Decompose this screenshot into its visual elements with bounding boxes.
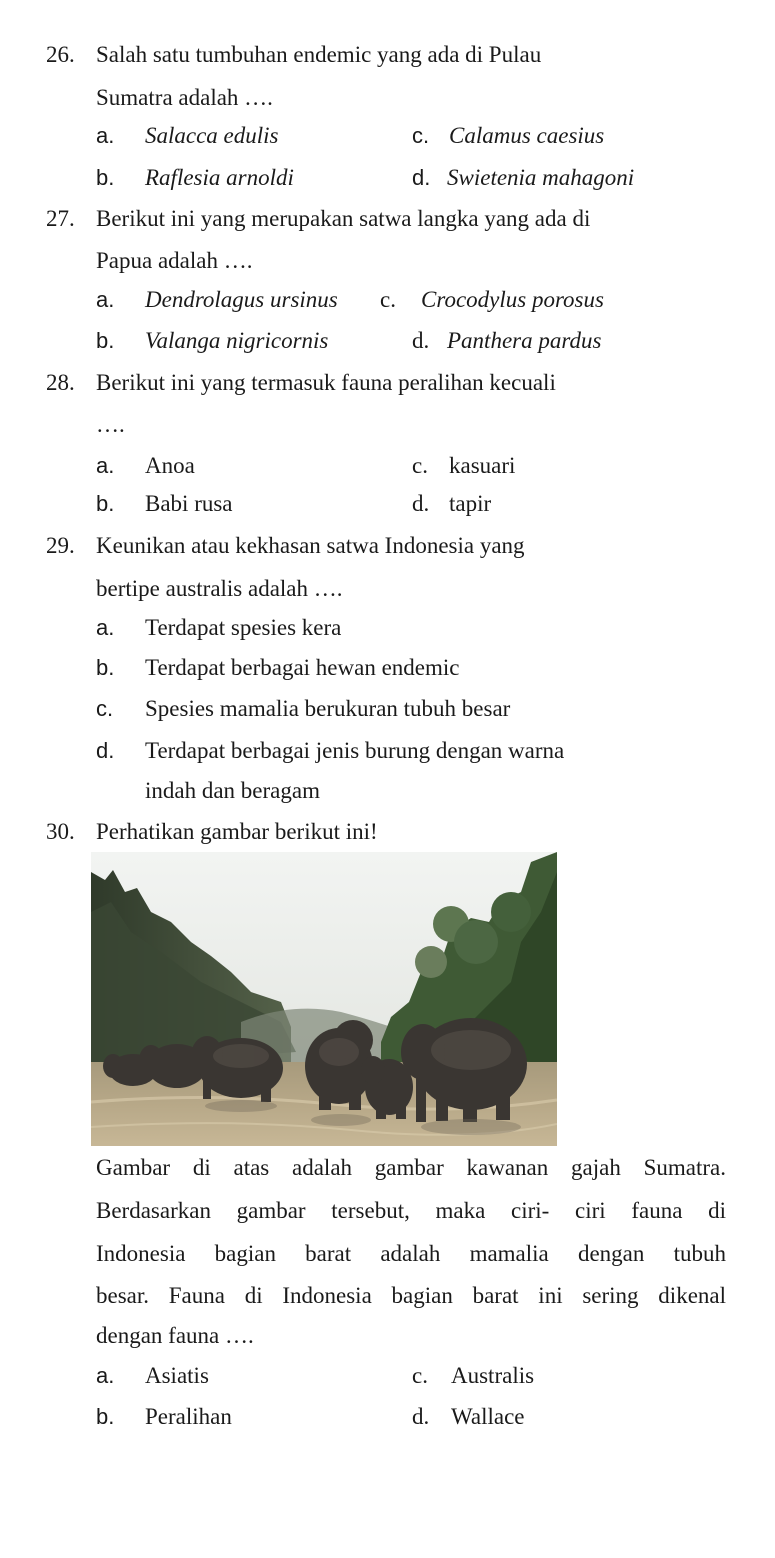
- question-26-text-line-1: Salah satu tumbuhan endemic yang ada di Pulau: [96, 42, 542, 67]
- question-30-option-a-letter: a.: [96, 1363, 115, 1388]
- question-27-option-d-letter: d.: [412, 328, 430, 353]
- question-27-option-b-text: Valanga nigricornis: [145, 328, 329, 353]
- question-27-number: 27.: [46, 206, 75, 231]
- question-28-option-a-text: Anoa: [145, 453, 195, 478]
- question-29-option-c-letter: c.: [96, 696, 114, 721]
- question-30-number: 30.: [46, 819, 75, 844]
- question-30-paragraph-line-2: Berdasarkan gambar tersebut, maka ciri- ciri fauna di: [96, 1198, 726, 1223]
- question-29-option-d-text: Terdapat berbagai jenis burung dengan warna: [145, 738, 565, 763]
- question-26-option-b-text: Raflesia arnoldi: [145, 165, 294, 190]
- question-28-option-c-text: kasuari: [449, 453, 516, 478]
- question-27-text-line-1: Berikut ini yang merupakan satwa langka yang ada di: [96, 206, 591, 231]
- question-26-option-c-text: Calamus caesius: [449, 123, 605, 148]
- elephants-photo: [91, 852, 557, 1146]
- question-27-option-d-text: Panthera pardus: [447, 328, 602, 353]
- question-26-option-c-letter: c.: [412, 123, 430, 148]
- question-28-option-b-letter: b.: [96, 491, 115, 516]
- question-28-option-c-letter: c.: [412, 453, 428, 478]
- question-30-option-d-text: Wallace: [451, 1404, 525, 1429]
- question-28-option-b-text: Babi rusa: [145, 491, 233, 516]
- question-28-option-a-letter: a.: [96, 453, 115, 478]
- question-30-option-c-text: Australis: [451, 1363, 535, 1388]
- question-26-option-d-text: Swietenia mahagoni: [447, 165, 635, 190]
- question-27-option-b-letter: b.: [96, 328, 115, 353]
- question-27-option-a-text: Dendrolagus ursinus: [145, 287, 338, 312]
- question-26-option-d-letter: d.: [412, 165, 431, 190]
- question-29-text-line-1: Keunikan atau kekhasan satwa Indonesia yang: [96, 533, 525, 558]
- question-30-paragraph-line-3: Indonesia bagian barat adalah mamalia dengan tubuh: [96, 1241, 726, 1266]
- question-29-number: 29.: [46, 533, 75, 558]
- question-26-option-a-text: Salacca edulis: [145, 123, 279, 148]
- question-26-number: 26.: [46, 42, 75, 67]
- question-27-option-a-letter: a.: [96, 287, 115, 312]
- question-30-paragraph-line-1: Gambar di atas adalah gambar kawanan gajah Sumatra.: [96, 1155, 726, 1180]
- question-29-text-line-2: bertipe australis adalah ….: [96, 576, 343, 601]
- question-29-option-a-text: Terdapat spesies kera: [145, 615, 342, 640]
- question-28-option-d-letter: d.: [412, 491, 430, 516]
- question-28-option-d-text: tapir: [449, 491, 492, 516]
- question-30-option-b-text: Peralihan: [145, 1404, 232, 1429]
- question-30-option-d-letter: d.: [412, 1404, 430, 1429]
- question-30-paragraph-line-5: dengan fauna ….: [96, 1323, 254, 1348]
- question-30-option-c-letter: c.: [412, 1363, 428, 1388]
- question-29-option-a-letter: a.: [96, 615, 115, 640]
- question-29-option-c-text: Spesies mamalia berukuran tubuh besar: [145, 696, 511, 721]
- question-27-option-c-text: Crocodylus porosus: [421, 287, 604, 312]
- question-27-option-c-letter: c.: [380, 287, 396, 312]
- question-30-option-a-text: Asiatis: [145, 1363, 209, 1388]
- question-30-option-b-letter: b.: [96, 1404, 115, 1429]
- question-26-text-line-2: Sumatra adalah ….: [96, 85, 273, 110]
- question-30-paragraph-line-4: besar. Fauna di Indonesia bagian barat ini sering dikenal: [96, 1283, 726, 1308]
- question-29-option-d-letter: d.: [96, 738, 115, 763]
- question-28-text-line-1: Berikut ini yang termasuk fauna peralihan kecuali: [96, 370, 556, 395]
- question-28-text-line-2: ….: [96, 412, 125, 437]
- question-30-text-line-1: Perhatikan gambar berikut ini!: [96, 819, 378, 844]
- question-28-number: 28.: [46, 370, 75, 395]
- question-29-option-d-continuation: indah dan beragam: [145, 778, 320, 803]
- question-26-option-a-letter: a.: [96, 123, 115, 148]
- question-29-option-b-letter: b.: [96, 655, 115, 680]
- question-26-option-b-letter: b.: [96, 165, 115, 190]
- question-29-option-b-text: Terdapat berbagai hewan endemic: [145, 655, 460, 680]
- question-27-text-line-2: Papua adalah ….: [96, 248, 253, 273]
